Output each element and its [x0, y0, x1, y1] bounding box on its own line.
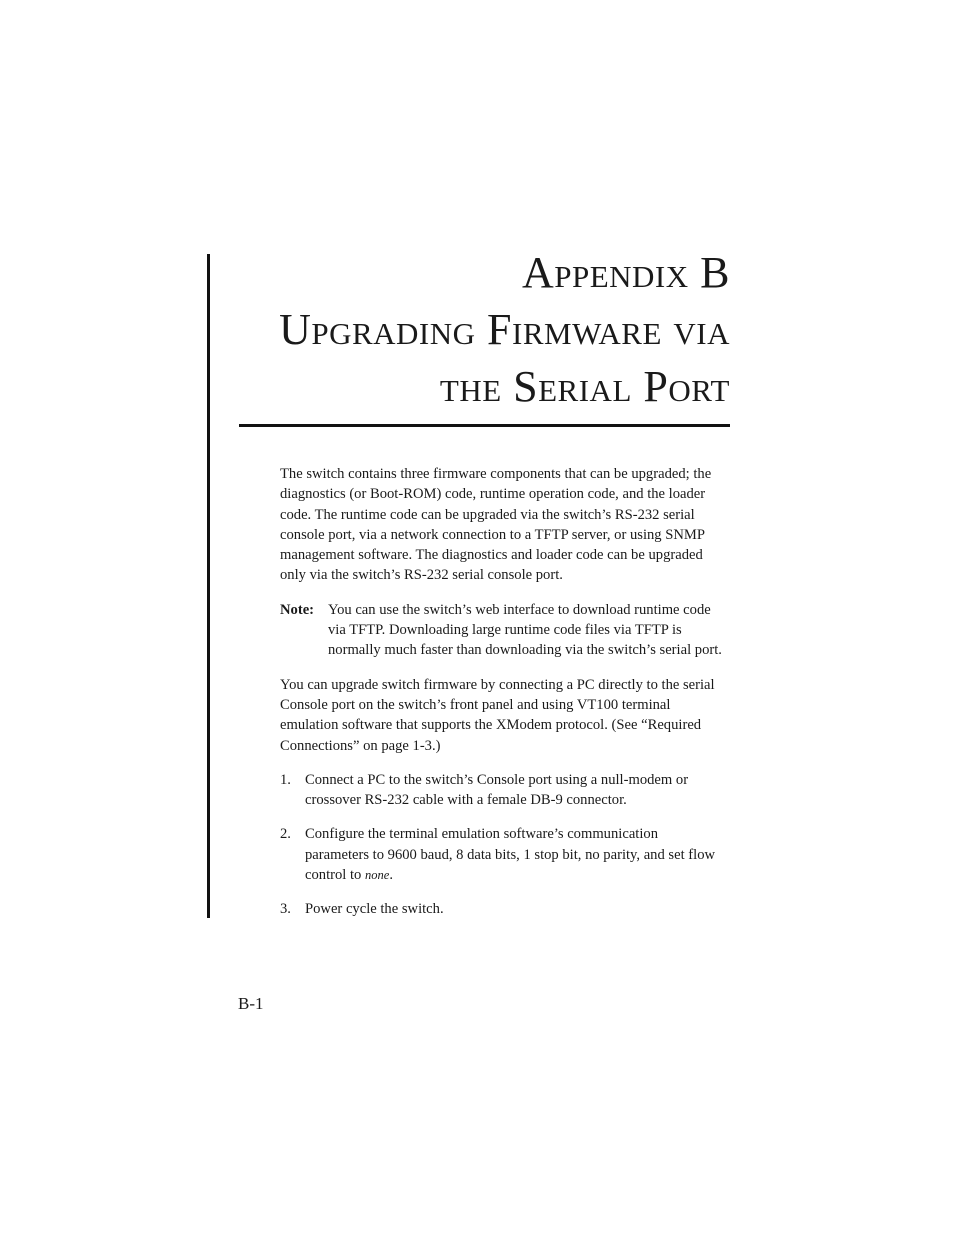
text-line: You can use the switch’s web interface to download runtime code	[328, 601, 711, 618]
step-item	[280, 770, 732, 811]
step-text	[305, 824, 732, 885]
step-text	[305, 770, 732, 811]
title-line-2: Upgrading Firmware via	[279, 305, 730, 354]
text-line: Console port on the switch’s front panel and using VT100 terminal	[280, 696, 671, 713]
text-line: Configure the terminal emulation software’s communication	[305, 826, 658, 843]
emphasis-none: none	[365, 868, 390, 883]
page-number: B-1	[238, 994, 264, 1013]
step-number: 1.	[280, 771, 291, 788]
note-block	[280, 600, 732, 661]
text-line: control to	[305, 867, 365, 884]
title-line-1: Appendix B	[521, 248, 730, 297]
step-number: 2.	[280, 826, 291, 843]
text-line: .	[389, 867, 393, 884]
text-line: parameters to 9600 baud, 8 data bits, 1 stop bit, no parity, and set flow	[305, 846, 716, 863]
title-line-3: the Serial Port	[439, 362, 730, 411]
text-line: emulation software that supports the XModem protocol. (See “Required	[280, 717, 702, 734]
text-line: crossover RS-232 cable with a female DB-9 connector.	[305, 792, 627, 809]
text-line: Power cycle the switch.	[305, 901, 444, 918]
text-line: diagnostics (or Boot-ROM) code, runtime operation code, and the loader	[280, 486, 706, 503]
note-label: Note:	[280, 601, 315, 618]
appendix-title	[240, 244, 730, 415]
intro-paragraph	[280, 464, 732, 586]
note-text	[328, 600, 732, 661]
text-line: Connections” on page 1-3.)	[280, 737, 441, 754]
upgrade-paragraph	[280, 675, 732, 756]
title-rule	[239, 424, 730, 427]
left-margin-bar	[207, 254, 210, 918]
text-line: The switch contains three firmware components that can be upgraded; the	[280, 466, 712, 482]
text-line: management software. The diagnostics and loader code can be upgraded	[280, 547, 703, 564]
step-item	[280, 899, 732, 919]
step-item	[280, 824, 732, 885]
text-line: only via the switch’s RS-232 serial console port.	[280, 567, 563, 584]
body-content	[280, 464, 732, 934]
steps-list	[280, 770, 732, 920]
step-text	[305, 899, 732, 919]
text-line: Connect a PC to the switch’s Console port using a null-modem or	[305, 771, 689, 788]
step-number: 3.	[280, 901, 291, 918]
text-line: You can upgrade switch firmware by connecting a PC directly to the serial	[280, 676, 715, 693]
text-line: console port, via a network connection to a TFTP server, or using SNMP	[280, 526, 705, 543]
text-line: code. The runtime code can be upgraded via the switch’s RS-232 serial	[280, 506, 695, 523]
text-line: via TFTP. Downloading large runtime code files via TFTP is	[328, 622, 682, 639]
text-line: normally much faster than downloading via the switch’s serial port.	[328, 642, 722, 659]
